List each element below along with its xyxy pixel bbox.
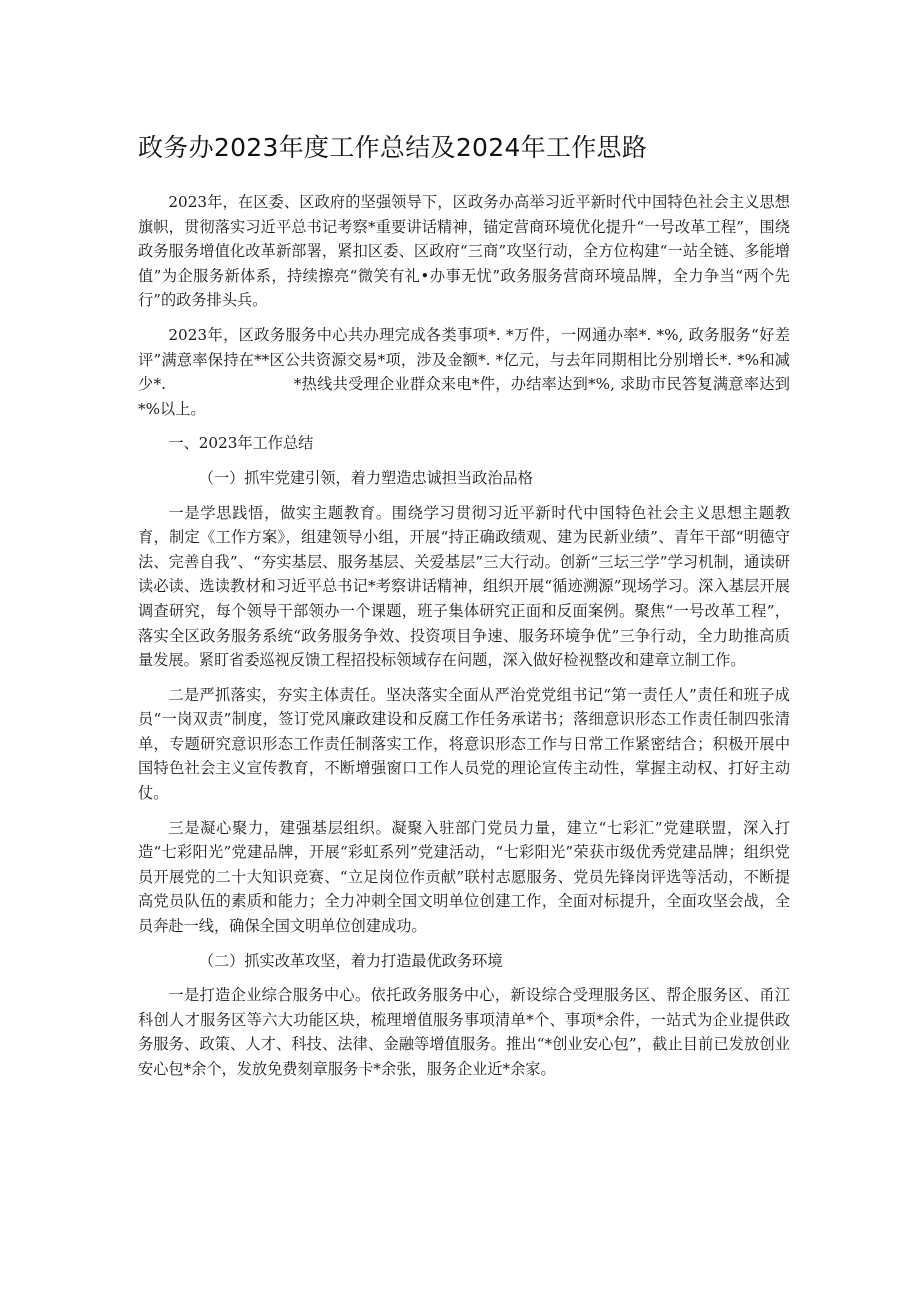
section-heading-summary: 一、2023年工作总结 bbox=[168, 434, 314, 453]
party-building-paragraph-2: 二是严抓落实，夯实主体责任。坚决落实全面从严治党党组书记“第一责任人”责任和班子成员“一岗双责”制度，签订党风廉政建设和反腐工作任务承诺书；落细意识形态工作责任制四张清单，专题研究意识形态工作责任制落实工作，将意识形态工作与日常工作紧密结合；积极开展中国特色社会主义宣传教育，不断增强窗口工作人员党的理论宣传主动性，掌握主动权、打好主动仗。 bbox=[138, 685, 790, 803]
intro-paragraph-2: 2023年，区政务服务中心共办理完成各类事项*. *万件，一网通办率*. *%, 政务服务“好差评”满意率保持在**区公共资源交易*项，涉及金额*. *亿元，与去年同期相比分别增长*. *%和减少*. *热线共受理企业群众来电*件，办结率达到*%, 求助市民答复满意率达到*%以上。 bbox=[138, 325, 790, 418]
document-title: 政务办2023年度工作总结及2024年工作思路 bbox=[138, 133, 648, 162]
party-building-paragraph-3: 三是凝心聚力，建强基层组织。凝聚入驻部门党员力量，建立“七彩汇”党建联盟，深入打造“七彩阳光”党建品牌，开展“彩虹系列”党建活动，“七彩阳光”荣获市级优秀党建品牌；组织党员开展党的二十大知识竞赛、“立足岗位作贡献”联村志愿服务、党员先锋岗评选等活动，不断提高党员队伍的素质和能力；全力冲刺全国文明单位创建工作，全面对标提升，全面攻坚会战，全员奔赴一线，确保全国文明单位创建成功。 bbox=[138, 818, 790, 936]
document-page bbox=[138, 128, 790, 1092]
subsection-heading-party-building: （一）抓牢党建引领，着力塑造忠诚担当政治品格 bbox=[198, 468, 533, 487]
party-building-paragraph-1: 一是学思践悟，做实主题教育。围绕学习贯彻习近平新时代中国特色社会主义思想主题教育，制定《工作方案》，组建领导小组，开展“持正确政绩观、建为民新业绩”、青年干部“明德守法、完善自我”、“夯实基层、服务基层、关爱基层”三大行动。创新“三坛三学”学习机制，通读研读必读、选读教材和习近平总书记*考察讲话精神，组织开展“循迹溯源”现场学习。深入基层开展调查研究，每个领导干部领办一个课题，班子集体研究正面和反面案例。聚焦“一号改革工程”，落实全区政务服务系统“政务服务争效、投资项目争速、服务环境争优”三争行动，全力助推高质量发展。紧盯省委巡视反馈工程招投标领域存在问题，深入做好检视整改和建章立制工作。 bbox=[138, 503, 790, 670]
reform-paragraph-1: 一是打造企业综合服务中心。依托政务服务中心，新设综合受理服务区、帮企服务区、甬江科创人才服务区等六大功能区块，梳理增值服务事项清单*个、事项*余件，一站式为企业提供政务服务、政策、人才、科技、法律、金融等增值服务。推出“*创业安心包”，截止目前已发放创业安心包*余个，发放免费刻章服务卡*余张，服务企业近*余家。 bbox=[138, 986, 790, 1078]
subsection-heading-reform: （二）抓实改革攻坚，着力打造最优政务环境 bbox=[198, 951, 503, 970]
intro-paragraph-1: 2023年，在区委、区政府的坚强领导下，区政务办高举习近平新时代中国特色社会主义思想旗帜，贯彻落实习近平总书记考察*重要讲话精神，锚定营商环境优化提升“一号改革工程”，围绕政务服务增值化改革新部署，紧扣区委、区政府“三商”攻坚行动，全方位构建“一站全链、多能增值”为企服务新体系，持续擦亮“微笑有礼•办事无忧”政务服务营商环境品牌，全力争当“两个先行”的政务排头兵。 bbox=[138, 193, 790, 310]
